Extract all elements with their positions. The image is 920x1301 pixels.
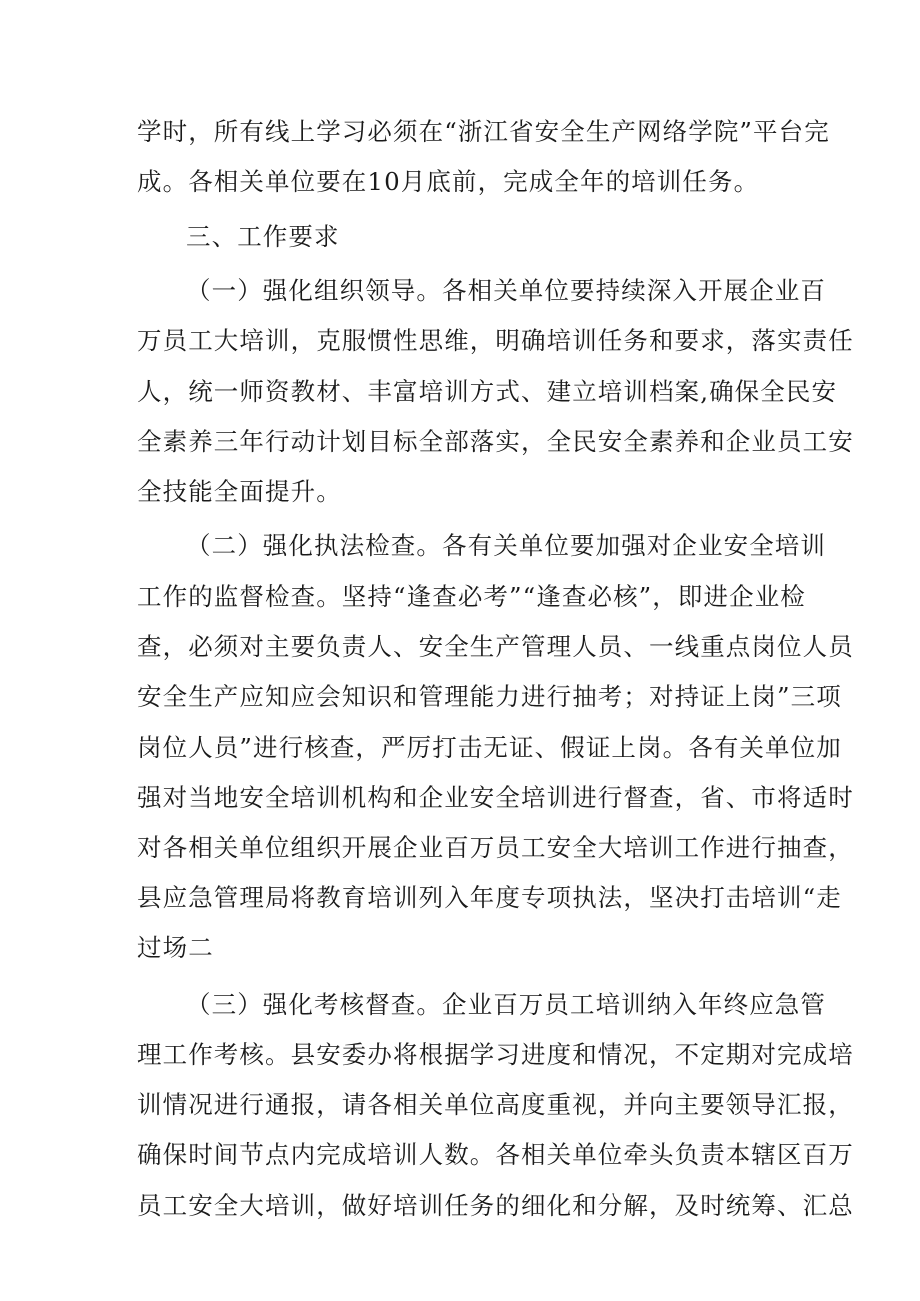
text-line: 万员工大培训，克服惯性思维，明确培训任务和要求，落实责任 — [137, 326, 854, 355]
section-heading: 三、工作要求 — [186, 222, 340, 251]
text-line: 确保时间节点内完成培训人数。各相关单位牵头负责本辖区百万 — [137, 1140, 854, 1169]
text-line: 岗位人员”进行核查，严厉打击无证、假证上岗。各有关单位加 — [137, 733, 842, 762]
text-line: 人，统一师资教材、丰富培训方式、建立培训档案,确保全民安 — [137, 377, 838, 406]
text-line: 员工安全大培训，做好培训任务的细化和分解，及时统筹、汇总 — [137, 1191, 854, 1220]
text-line: 县应急管理局将教育培训列入年度专项执法，坚决打击培训“走 — [137, 883, 842, 912]
text-line: 安全生产应知应会知识和管理能力进行抽考；对持证上岗”三项 — [137, 682, 842, 711]
text-line: 学时，所有线上学习必须在“浙江省安全生产网络学院”平台完 — [137, 117, 830, 146]
text-line: 全技能全面提升。 — [137, 477, 342, 506]
text-line: 成。各相关单位要在10月底前，完成全年的培训任务。 — [137, 167, 760, 196]
text-line: 训情况进行通报，请各相关单位高度重视，并向主要领导汇报， — [137, 1090, 854, 1119]
text-line: 对各相关单位组织开展企业百万员工安全大培训工作进行抽查， — [137, 833, 854, 862]
text-line: 过场二 — [137, 933, 214, 962]
text-line: （三）强化考核督查。企业百万员工培训纳入年终应急管 — [186, 990, 826, 1019]
text-line: 工作的监督检查。坚持“逢查必考”“逢查必核”，即进企业检 — [137, 582, 806, 611]
text-line: 理工作考核。县安委办将根据学习进度和情况，不定期对完成培 — [137, 1040, 854, 1069]
text-line: 全素养三年行动计划目标全部落实，全民安全素养和企业员工安 — [137, 427, 854, 456]
text-line: （一）强化组织领导。各相关单位要持续深入开展企业百 — [186, 276, 826, 305]
text-line: 查，必须对主要负责人、安全生产管理人员、一线重点岗位人员 — [137, 632, 854, 661]
text-line: 强对当地安全培训机构和企业安全培训进行督查，省、市将适时 — [137, 783, 854, 812]
text-line: （二）强化执法检查。各有关单位要加强对企业安全培训 — [186, 531, 826, 560]
